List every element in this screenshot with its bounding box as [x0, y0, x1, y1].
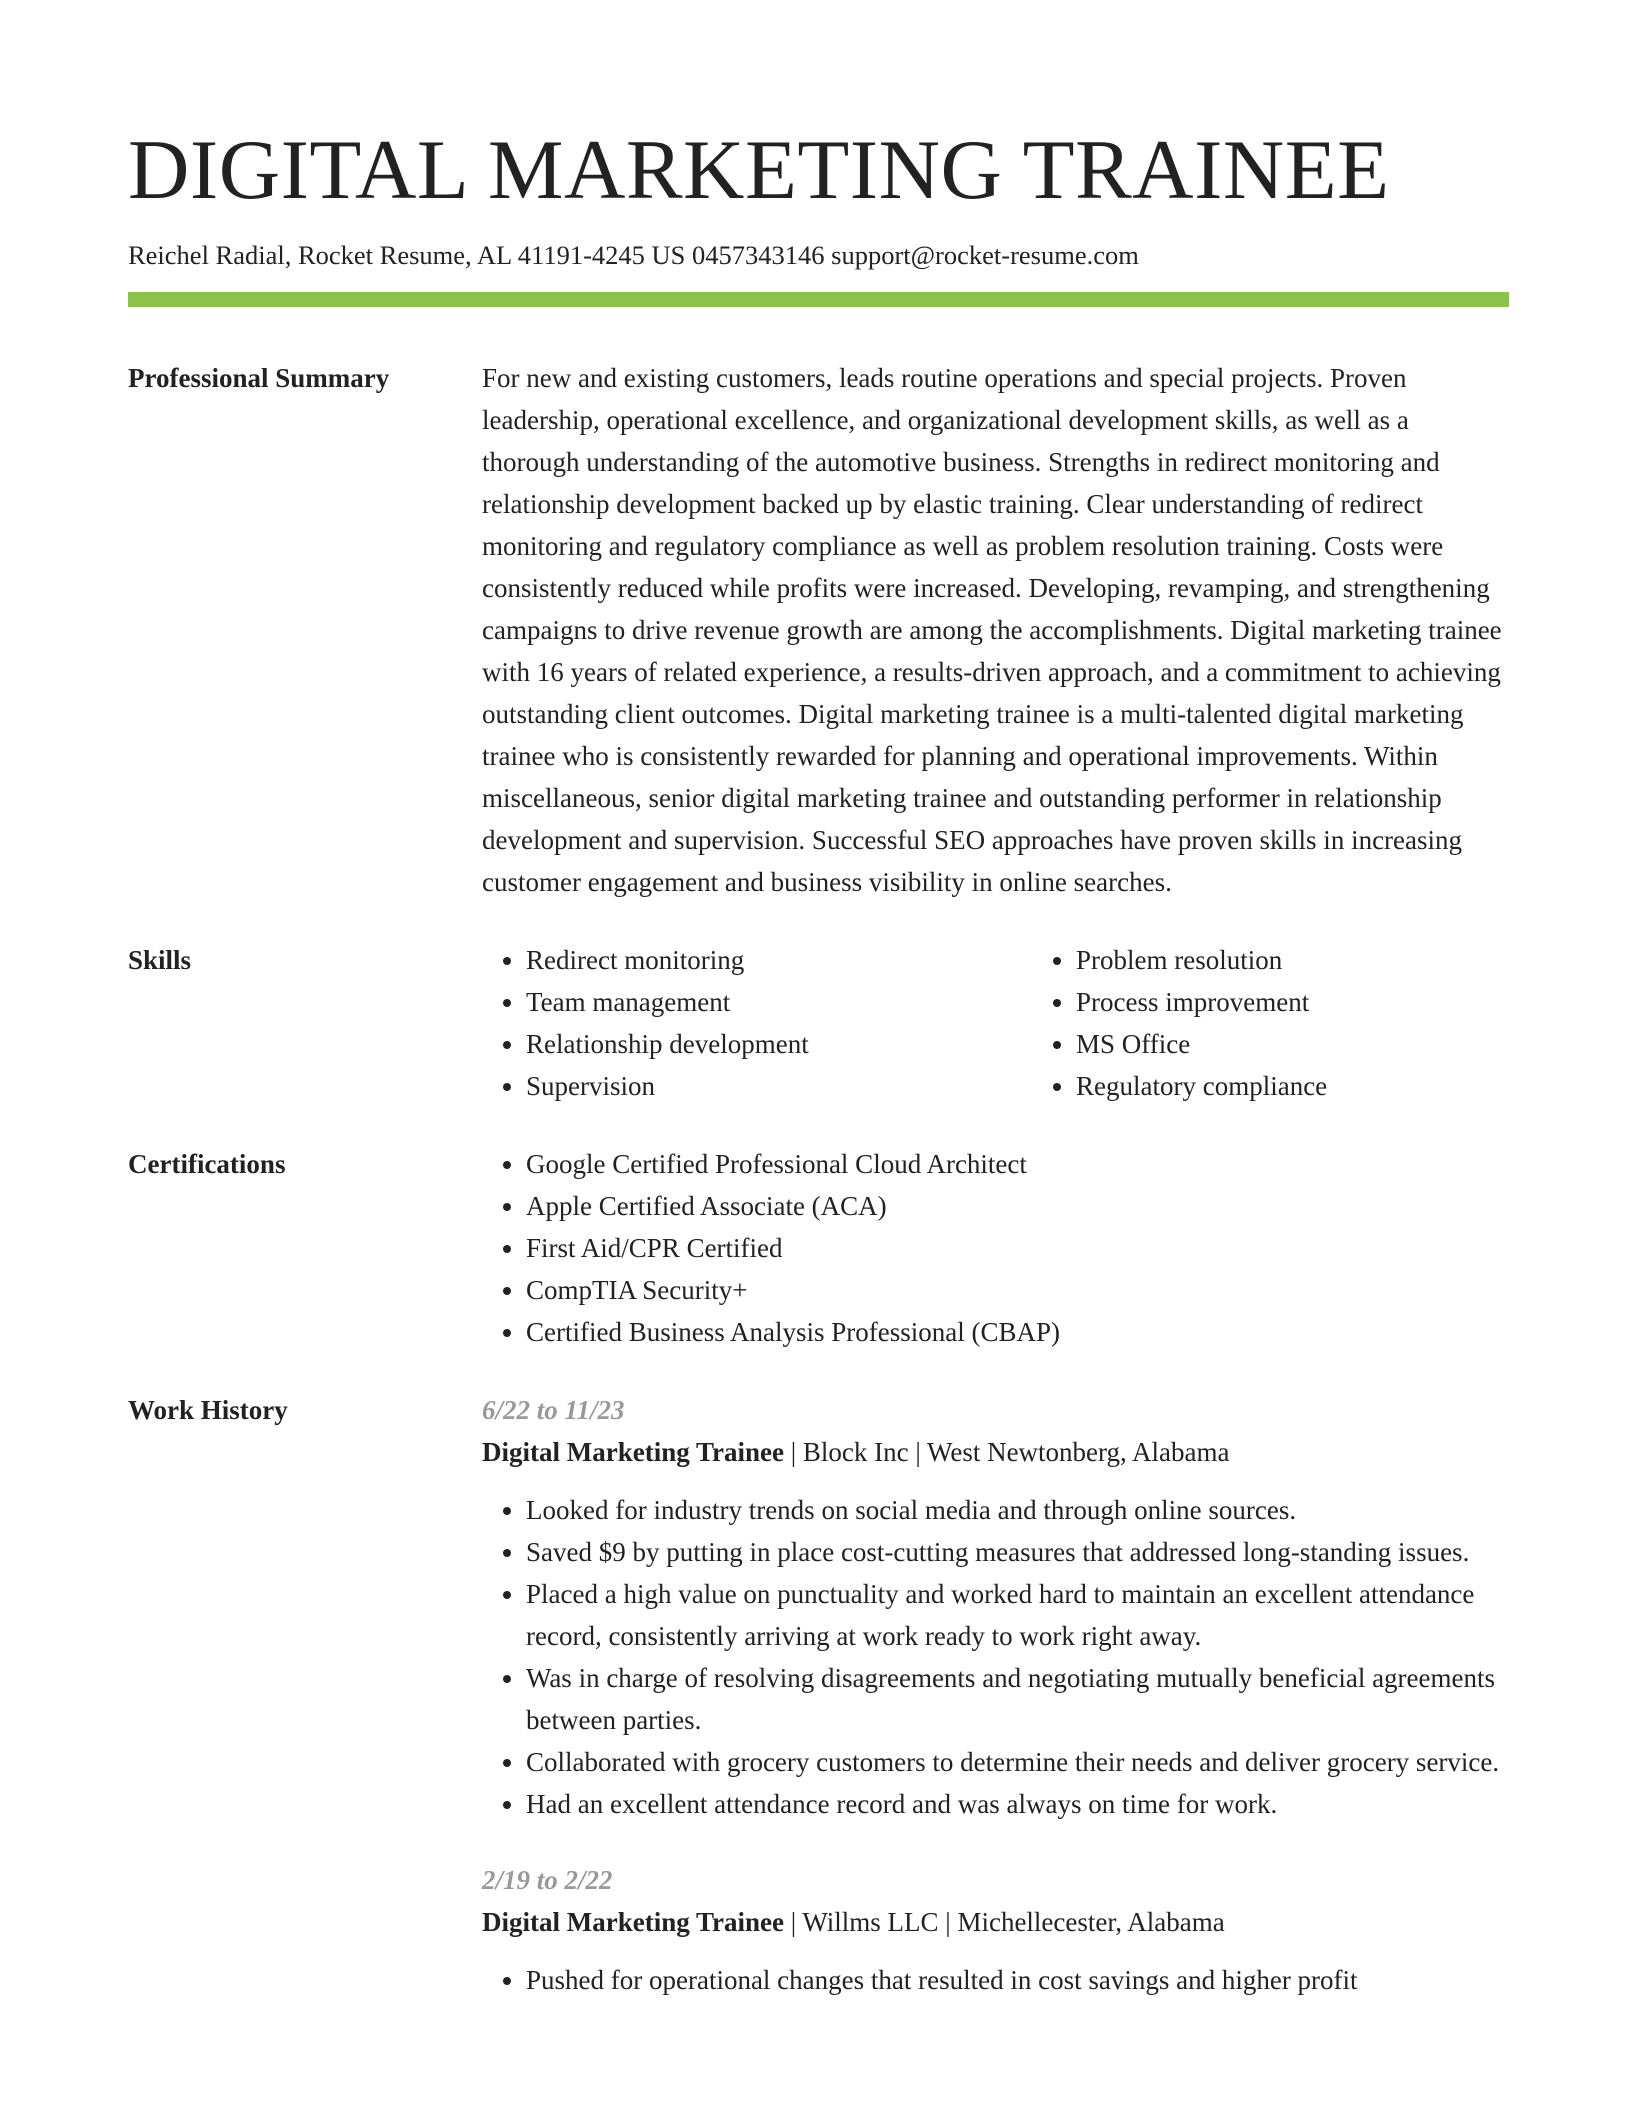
section-label-work-history: Work History: [128, 1395, 288, 1425]
certification-item: • CompTIA Security+: [526, 1269, 1509, 1311]
job-bullet: • Collaborated with grocery customers to determine their needs and deliver grocery service.: [526, 1741, 1516, 1783]
certification-item: • Certified Business Analysis Professional (CBAP): [526, 1311, 1509, 1353]
skill-item: • Team management: [526, 981, 1032, 1023]
header-divider: [128, 292, 1509, 307]
job-title: Digital Marketing Trainee: [482, 1437, 784, 1467]
resume-page: [128, 118, 1509, 2001]
job-bullets: [482, 1959, 1516, 2001]
job-bullet: • Saved $9 by putting in place cost-cutting measures that addressed long-standing issues.: [526, 1531, 1516, 1573]
job-heading: [482, 1901, 1516, 1943]
skill-item: • Redirect monitoring: [526, 939, 1032, 981]
section-label-skills: Skills: [128, 945, 192, 975]
job-bullet: • Pushed for operational changes that resulted in cost savings and higher profit: [526, 1959, 1516, 2001]
contact-line: [128, 238, 1509, 272]
work-history-section: [128, 1389, 1509, 2001]
skill-item: • Relationship development: [526, 1023, 1032, 1065]
resume-title: DIGITAL MARKETING TRAINEE: [128, 123, 1390, 217]
certification-item: • Google Certified Professional Cloud Architect: [526, 1143, 1509, 1185]
contact-phone: 0457343146: [692, 240, 825, 270]
skills-list-right: [1032, 939, 1576, 1107]
skill-item: • Problem resolution: [1076, 939, 1576, 981]
job-heading: [482, 1431, 1516, 1473]
job-title: Digital Marketing Trainee: [482, 1907, 784, 1937]
job-bullet: • Had an excellent attendance record and was always on time for work.: [526, 1783, 1516, 1825]
job-bullet: • Was in charge of resolving disagreements and negotiating mutually beneficial agreements between parties.: [526, 1657, 1516, 1741]
summary-section: [128, 357, 1509, 903]
skill-item: • MS Office: [1076, 1023, 1576, 1065]
skills-section: [128, 939, 1509, 1107]
skills-list-left: [482, 939, 1032, 1107]
skill-item: • Supervision: [526, 1065, 1032, 1107]
certification-item: • First Aid/CPR Certified: [526, 1227, 1509, 1269]
job-entry: [482, 1859, 1516, 2001]
job-bullet: • Placed a high value on punctuality and worked hard to maintain an excellent attendance record, consistently arriving at work ready to work right away.: [526, 1573, 1516, 1657]
job-bullets: [482, 1489, 1516, 1825]
job-dates: 2/19 to 2/22: [482, 1865, 613, 1895]
job-bullet: • Looked for industry trends on social media and through online sources.: [526, 1489, 1516, 1531]
contact-email: support@rocket-resume.com: [831, 240, 1139, 270]
job-company-location: | Willms LLC | Michellecester, Alabama: [783, 1907, 1225, 1937]
summary-text: For new and existing customers, leads routine operations and special projects. Proven leadership, operational excellence, and organizational development skills, as well as a thorough understanding of the automotive business. Strengths in redirect monitoring and relationship development backed up by elastic training. Clear understanding of redirect monitoring and regulatory compliance as well as problem resolution training. Costs were consistently reduced while profits were increased. Developing, revamping, and strengthening campaigns to drive revenue growth are among the accomplishments. Digital marketing trainee with 16 years of related experience, a results-driven approach, and a commitment to achieving outstanding client outcomes. Digital marketing trainee is a multi-talented digital marketing trainee who is consistently rewarded for planning and operational improvements. Within miscellaneous, senior digital marketing trainee and outstanding performer in relationship development and supervision. Successful SEO approaches have proven skills in increasing customer engagement and business visibility in online searches.: [482, 363, 1502, 897]
skill-item: • Process improvement: [1076, 981, 1576, 1023]
job-company-location: | Block Inc | West Newtonberg, Alabama: [783, 1437, 1230, 1467]
section-label-certifications: Certifications: [128, 1149, 286, 1179]
certifications-section: [128, 1143, 1509, 1353]
job-dates: 6/22 to 11/23: [482, 1395, 625, 1425]
skill-item: • Regulatory compliance: [1076, 1065, 1576, 1107]
certification-item: • Apple Certified Associate (ACA): [526, 1185, 1509, 1227]
contact-name-address: Reichel Radial, Rocket Resume, AL 41191-4245 US: [128, 240, 686, 270]
section-label-summary: Professional Summary: [128, 363, 390, 393]
job-entry: [482, 1389, 1516, 1825]
certifications-list: [482, 1143, 1509, 1353]
